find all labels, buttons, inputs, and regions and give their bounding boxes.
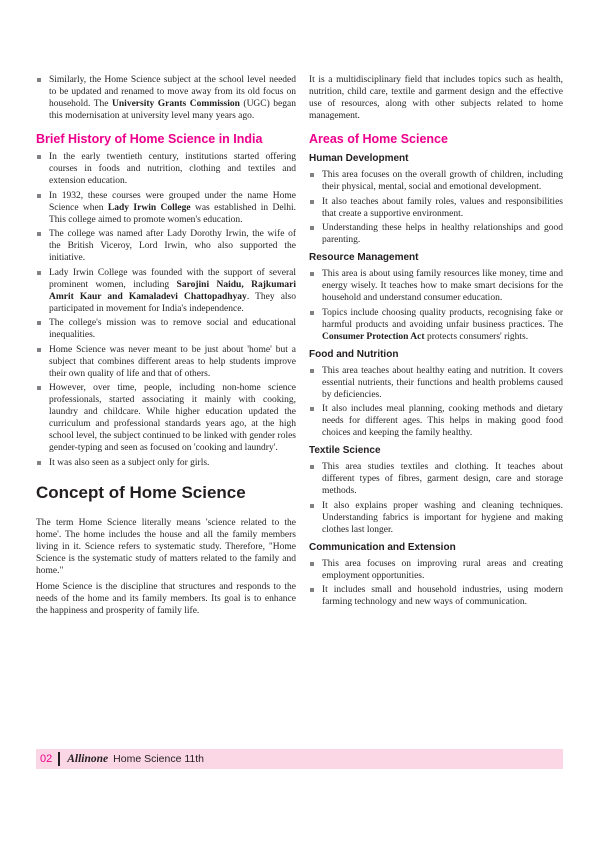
history-heading: Brief History of Home Science in India <box>36 132 263 146</box>
list-item: Home Science was never meant to be just about 'home' but a subject that combines different areas to help students improve their own quality of life and that of others. <box>36 344 296 380</box>
concept-paragraph: Home Science is the discipline that structures and responds to the needs of the home and its family members. Its goal is to enhance the happiness and prosperity of family life. <box>36 581 296 616</box>
areas-sections <box>309 153 563 608</box>
intro-paragraph: It is a multidisciplinary field that includes topics such as health, nutrition, child care, textile and garment design and the effective use of resources, along with other subjects related to home management. <box>309 75 563 121</box>
list-item: The college was named after Lady Dorothy Irwin, the wife of the British Viceroy, Lord Irwin, who also supported the initiative. <box>36 228 296 264</box>
section-subheading: Textile Science <box>309 445 381 456</box>
section-bullet-list <box>309 268 563 343</box>
history-bullet-list <box>36 151 296 469</box>
concept-heading: Concept of Home Science <box>36 482 246 502</box>
section-bullet-list <box>309 169 563 246</box>
section-bullet-list <box>309 558 563 609</box>
concept-paragraph: The term Home Science literally means 'science related to the home'. The home includes the house and all the family members living in it. Science refers to systematic study. Therefore, "Home Science is the systematic study of matters related to the family and home." <box>36 517 296 576</box>
list-item: It includes small and household industries, using modern farming technology and new ways of communication. <box>309 584 563 608</box>
list-item: In the early twentieth century, institutions started offering courses in foods and nutrition, clothing and textiles and extension education. <box>36 151 296 187</box>
list-item: However, over time, people, including non-home science professionals, started associating it mainly with cooking, laundry and childcare. While higher education updated the curriculum and professional standards years ago, at the high school level, the subject continued to be linked with gender roles gender-typing and seen as focused on 'cooking and laundry'. <box>36 382 296 454</box>
list-item: It also teaches about family roles, values and responsibilities that create a supportive environment. <box>309 196 563 220</box>
book-title: Home Science 11th <box>113 753 205 765</box>
list-item: Similarly, the Home Science subject at the school level needed to be updated and renamed to move away from its old focus on household. The University Grants Commission (UGC) began this modernisation at university level many years ago. <box>36 74 296 122</box>
right-column <box>309 74 563 611</box>
list-item: It also explains proper washing and cleaning techniques. Understanding fabrics is important for hygiene and making clothes last longer. <box>309 500 563 536</box>
section-bullet-list <box>309 365 563 440</box>
footer-divider <box>58 752 60 766</box>
page-footer <box>36 749 563 769</box>
brand-logo: Allinone <box>67 753 109 765</box>
section-subheading: Human Development <box>309 153 409 164</box>
list-item: The college's mission was to remove social and educational inequalities. <box>36 317 296 341</box>
list-item: This area focuses on the overall growth of children, including their physical, mental, social and emotional development. <box>309 169 563 193</box>
section-subheading: Resource Management <box>309 252 419 263</box>
list-item: Understanding these helps in healthy relationships and good parenting. <box>309 222 563 246</box>
list-item: Lady Irwin College was founded with the support of several prominent women, including Sarojini Naidu, Rajkumari Amrit Kaur and Kamaladevi Chattopadhyay. They also participated in movement for India's independence. <box>36 267 296 315</box>
intro-bullet-list <box>36 74 296 122</box>
list-item: This area is about using family resources like money, time and energy wisely. It teaches how to make smart decisions for the household and understand consumer education. <box>309 268 563 304</box>
list-item: This area teaches about healthy eating and nutrition. It covers essential nutrients, their functions and health problems caused by deficiencies. <box>309 365 563 401</box>
left-column <box>36 74 296 621</box>
list-item: This area focuses on improving rural areas and creating employment opportunities. <box>309 558 563 582</box>
page-number: 02 <box>40 753 53 765</box>
section-bullet-list <box>309 461 563 536</box>
list-item: Topics include choosing quality products, recognising fake or harmful products and avoiding unfair business practices. The Consumer Protection Act protects consumers' rights. <box>309 307 563 343</box>
list-item: It was also seen as a subject only for girls. <box>36 457 296 469</box>
list-item: This area studies textiles and clothing. It teaches about different types of fibres, garment design, care and storage methods. <box>309 461 563 497</box>
list-item: In 1932, these courses were grouped under the name Home Science when Lady Irwin College was established in Delhi. This college aimed to promote women's education. <box>36 190 296 226</box>
list-item: It also includes meal planning, cooking methods and dietary needs for different ages. This helps in making good food choices and keeping the family healthy. <box>309 403 563 439</box>
section-subheading: Food and Nutrition <box>309 348 399 360</box>
areas-heading: Areas of Home Science <box>309 132 448 146</box>
section-subheading: Communication and Extension <box>309 541 456 553</box>
